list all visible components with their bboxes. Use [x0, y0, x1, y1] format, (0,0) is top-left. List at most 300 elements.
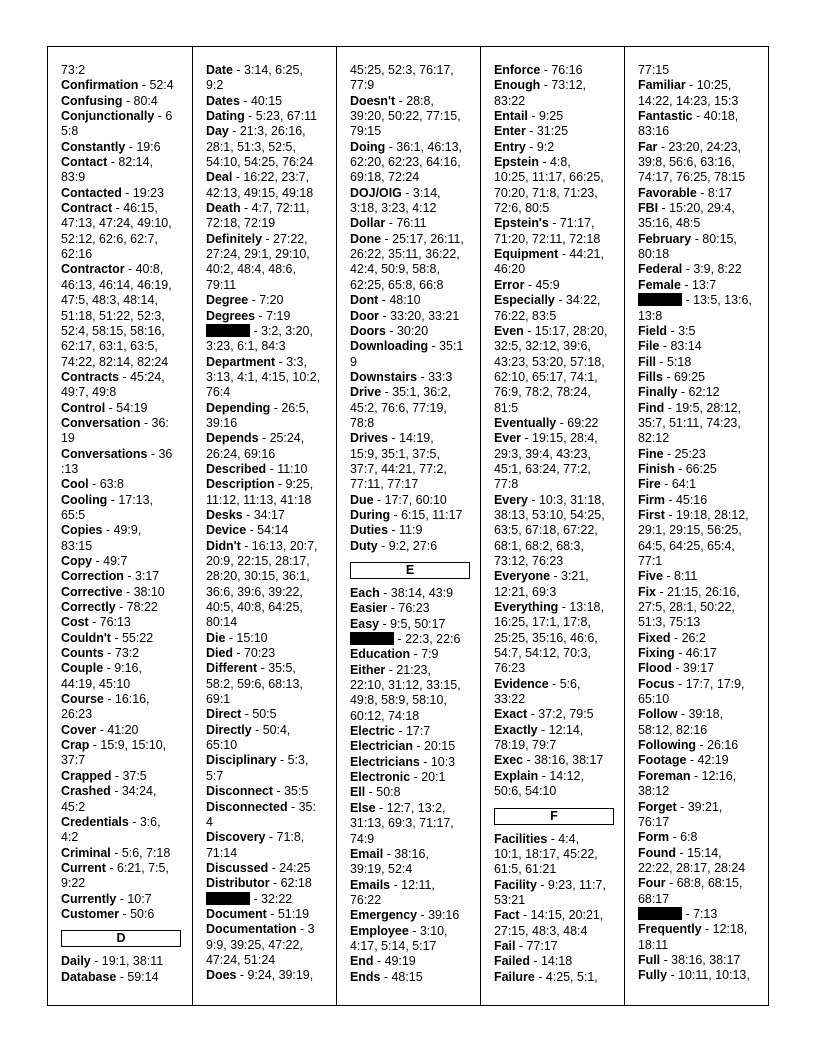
index-entry: Fire - 64:1	[638, 477, 697, 492]
page-line-references: 24:25	[279, 860, 311, 875]
index-term: File	[638, 339, 660, 354]
page-line-references: 15:10	[236, 630, 268, 645]
index-term: Description	[206, 477, 275, 492]
page-line-references: 11:10	[277, 461, 308, 476]
index-term: Counts	[61, 646, 104, 661]
index-term: Cooling	[61, 492, 108, 507]
index-term: Frequently	[638, 922, 702, 937]
page-line-references: 45:9	[535, 277, 560, 292]
index-term: Far	[638, 139, 658, 154]
page-line-references: 3:3, 3:13, 4:1, 4:15, 10:2, 76:4	[206, 354, 321, 400]
page-line-references: 38:16, 38:17	[534, 753, 604, 768]
index-entry: During - 6:15, 11:17	[350, 507, 463, 522]
page-line-references: 21:15, 26:16, 27:5, 28:1, 50:22, 51:3, 75:13	[638, 584, 740, 630]
index-term: FBI	[638, 201, 659, 216]
index-term: Dont	[350, 293, 379, 308]
index-entry: - 13:5, 13:6, 13:8	[638, 293, 752, 323]
index-term: Currently	[61, 891, 117, 906]
index-term: Downloading	[350, 339, 429, 354]
index-term: Everything	[494, 600, 559, 615]
index-term: Exec	[494, 753, 524, 768]
index-term: Directly	[206, 722, 252, 737]
index-term: Equipment	[494, 247, 559, 262]
index-entry: Criminal - 5:6, 7:18	[61, 845, 171, 860]
index-entry: Definitely - 27:22, 27:24, 29:1, 29:10, 40:2, 48:4, 48:6, 79:11	[206, 231, 310, 292]
page-line-references: 33:3	[428, 369, 453, 384]
page-line-references: 7:20	[259, 293, 284, 308]
page-line-references: 26:5, 39:16	[206, 400, 309, 430]
page-line-references: 41:20	[107, 722, 139, 737]
index-term: Copy	[61, 554, 93, 568]
index-entry: Follow - 39:18, 58:12, 82:16	[638, 707, 724, 737]
page-line-references: 42:19	[697, 753, 729, 768]
index-term: Fine	[638, 446, 664, 461]
index-term: Department	[206, 354, 276, 369]
index-term: Enter	[494, 124, 526, 139]
index-term: Familiar	[638, 78, 686, 93]
index-entry: - 3:2, 3:20, 3:23, 6:1, 84:3	[206, 323, 313, 354]
index-term: Email	[350, 846, 384, 861]
page-line-references: 71:8, 71:14	[206, 830, 305, 860]
page-line-references: 16:13, 20:7, 20:9, 22:15, 28:17, 28:20, 30:15, 36:1, 36:6, 39:6, 39:22, 40:5, 40:8, 64:25, 80:14	[206, 538, 318, 630]
page-line-references: 82:14, 83:9	[61, 155, 153, 185]
page-line-references: 34:24, 45:2	[61, 784, 157, 814]
index-term: Female	[638, 277, 681, 292]
page-line-references: 6:15, 11:17	[401, 507, 463, 522]
page-line-references: 7:19	[266, 308, 291, 323]
index-entry: Fixing - 46:17	[638, 646, 717, 661]
index-entry: Footage - 42:19	[638, 753, 729, 768]
index-term: Drive	[350, 385, 382, 400]
index-entry: Die - 15:10	[206, 630, 268, 645]
page-line-references: 3:21, 12:21, 69:3	[494, 569, 589, 599]
page-line-references: 59:14	[127, 969, 159, 984]
page-line-references: 73:2	[114, 646, 140, 661]
page-line-references: 76:16	[551, 63, 583, 77]
index-entry: Confusing - 80:4	[61, 93, 158, 108]
index-term: Especially	[494, 293, 555, 308]
page-line-references: 15:20, 29:4, 35:16, 48:5	[638, 201, 735, 231]
index-term: Due	[350, 492, 374, 507]
index-term: Death	[206, 201, 241, 216]
index-entry: Flood - 39:17	[638, 661, 715, 676]
index-entry: Familiar - 10:25, 14:22, 14:23, 15:3	[638, 78, 739, 108]
index-term: Ell	[350, 785, 366, 800]
page-line-references: 3 9:9, 39:25, 47:22, 47:24, 51:24	[206, 922, 315, 967]
index-entry: Died - 70:23	[206, 646, 276, 661]
index-entry: Constantly - 19:6	[61, 139, 161, 154]
page-line-references: 12:18, 18:11	[638, 922, 748, 952]
index-entry: Current - 6:21, 7:5, 9:22	[61, 860, 169, 891]
index-term: Couldn't	[61, 630, 111, 645]
index-term: Customer	[61, 906, 120, 921]
index-term: Emergency	[350, 908, 418, 923]
redaction-block	[350, 632, 394, 645]
page-line-references: 77:15	[638, 63, 670, 77]
index-term: Definitely	[206, 231, 262, 246]
page-line-references: 6 5:8	[61, 109, 173, 139]
index-entry: Dates - 40:15	[206, 93, 283, 108]
index-term: Doors	[350, 323, 386, 338]
index-entry: Doesn't - 28:8, 39:20, 50:22, 77:15, 79:15	[350, 93, 461, 139]
redaction-block	[206, 324, 250, 337]
page-line-references: 36 :13	[61, 446, 173, 476]
index-term: Epstein	[494, 155, 539, 170]
page-line-references: 52:4	[149, 78, 174, 93]
page-line-references: 78:22	[126, 600, 158, 615]
page-line-references: 17:7, 60:10	[384, 492, 447, 507]
index-term: Facility	[494, 877, 537, 892]
page-line-references: 20:1	[421, 770, 446, 785]
page-line-references: 38:10	[133, 584, 165, 599]
page-line-references: 4:4, 10:1, 18:17, 45:22, 61:5, 61:21	[494, 831, 598, 877]
index-term: Doing	[350, 139, 386, 154]
index-entry: Easier - 76:23	[350, 601, 430, 616]
index-entry: Foreman - 12:16, 38:12	[638, 768, 737, 799]
index-term: Conversations	[61, 446, 148, 461]
page-line-references: 13:5, 13:6, 13:8	[638, 293, 752, 323]
page-line-references: 55:22	[122, 630, 154, 645]
index-column-5	[624, 47, 768, 1005]
index-entry: Depending - 26:5, 39:16	[206, 400, 309, 430]
page-line-references: 76:13	[99, 615, 131, 630]
index-entry: Enforce - 76:16	[494, 63, 583, 77]
index-term: Couple	[61, 661, 104, 676]
page-line-references: 3:14, 6:25, 9:2	[206, 63, 303, 93]
page-line-references: 73:2	[61, 63, 86, 77]
index-entry: Emergency - 39:16	[350, 908, 460, 923]
index-entry: Entail - 9:25	[494, 109, 564, 124]
index-term: Fixing	[638, 646, 675, 661]
page-line-references: 68:8, 68:15, 68:17	[638, 876, 743, 906]
index-term: Fantastic	[638, 109, 693, 124]
index-term: Degrees	[206, 308, 256, 323]
index-entry: Exec - 38:16, 38:17	[494, 753, 604, 768]
index-entry: Forget - 39:21, 76:17	[638, 799, 723, 829]
page-line-references: 3:6, 4:2	[61, 814, 161, 845]
page-line-references: 45:16	[676, 492, 708, 507]
index-entry: Disconnect - 35:5	[206, 784, 309, 799]
page-line-references: 10:3	[430, 754, 456, 769]
index-entry: Directly - 50:4, 65:10	[206, 722, 291, 753]
index-term: Contractor	[61, 262, 125, 277]
index-term: Cover	[61, 722, 97, 737]
index-entry: Failure - 4:25, 5:1,	[494, 969, 598, 984]
index-term: Crap	[61, 738, 90, 753]
page-line-references: 14:12, 50:6, 54:10	[494, 768, 584, 799]
index-entry: Ends - 48:15	[350, 969, 423, 984]
index-term: Contract	[61, 201, 113, 216]
page-line-references: 38:14, 43:9	[390, 586, 454, 600]
index-term: Document	[206, 906, 267, 921]
index-term: Found	[638, 845, 676, 860]
page-line-references: 17:13, 65:5	[61, 492, 153, 522]
index-term: Database	[61, 969, 117, 984]
index-term: Desks	[206, 507, 243, 522]
index-entry: Contact - 82:14, 83:9	[61, 155, 153, 185]
index-entry: Either - 21:23, 22:10, 31:12, 33:15, 49:8, 58:9, 58:10, 60:12, 74:18	[350, 662, 461, 723]
index-entry: Frequently - 12:18, 18:11	[638, 922, 748, 952]
page-line-references: 4:7, 72:11, 72:18, 72:19	[206, 201, 310, 231]
index-term: Doesn't	[350, 93, 396, 108]
page-line-references: 14:19, 15:9, 35:1, 37:5, 37:7, 44:21, 77:2, 77:11, 77:17	[350, 431, 447, 492]
index-term: Fail	[494, 938, 516, 953]
index-term: Downstairs	[350, 369, 418, 384]
index-entry: Department - 3:3, 3:13, 4:1, 4:15, 10:2, 76:4	[206, 354, 321, 400]
index-term: Electrician	[350, 739, 413, 754]
page-line-references: 37:5	[122, 768, 147, 783]
index-entry: Enough - 73:12, 83:22	[494, 78, 586, 108]
index-entry: Ell - 50:8	[350, 785, 401, 800]
index-term: Education	[350, 647, 411, 662]
index-entry: Done - 25:17, 26:11, 26:22, 35:11, 36:22, 42:4, 50:9, 58:8, 62:25, 65:8, 66:8	[350, 231, 464, 292]
index-term: Crashed	[61, 784, 111, 799]
index-term: Dates	[206, 93, 240, 108]
index-term: Failed	[494, 954, 530, 969]
index-entry: Fix - 21:15, 26:16, 27:5, 28:1, 50:22, 51:3, 75:13	[638, 584, 740, 630]
page-line-references: 76:23	[398, 601, 430, 616]
index-entry: FBI - 15:20, 29:4, 35:16, 48:5	[638, 201, 735, 231]
index-entry: Deal - 16:22, 23:7, 42:13, 49:15, 49:18	[206, 170, 314, 200]
index-entry: Doors - 30:20	[350, 323, 429, 338]
page-line-references: 19:1, 38:11	[101, 954, 164, 969]
index-term: During	[350, 507, 391, 522]
index-entry: Day - 21:3, 26:16, 28:1, 51:3, 52:5, 54:10, 54:25, 76:24	[206, 124, 314, 170]
page-line-references: 70:23	[244, 646, 276, 661]
page-line-references: 19:6	[136, 139, 161, 154]
page-line-references: 10:11, 10:13,	[678, 968, 750, 983]
index-entry: Dating - 5:23, 67:11	[206, 109, 318, 124]
page-line-references: 66:25	[685, 461, 717, 476]
index-entry: Enter - 31:25	[494, 124, 568, 139]
index-entry: Full - 38:16, 38:17	[638, 952, 741, 967]
page-line-references: 39:17	[682, 661, 715, 676]
index-term: Course	[61, 692, 104, 707]
page-line-references: 30:20	[397, 323, 429, 338]
index-entry: Electrician - 20:15	[350, 739, 456, 754]
index-entry: Documentation - 3 9:9, 39:25, 47:22, 47:24, 51:24	[206, 922, 315, 967]
page-line-references: 6:8	[680, 830, 698, 845]
index-entry: Document - 51:19	[206, 906, 309, 921]
index-term: Eventually	[494, 415, 557, 430]
page-line-references: 39:16	[428, 908, 460, 923]
index-term: Fire	[638, 477, 661, 492]
index-entry: Electronic - 20:1	[350, 770, 446, 785]
index-term: Either	[350, 662, 386, 677]
index-entry: Control - 54:19	[61, 400, 148, 415]
page-line-references: 80:15, 80:18	[638, 231, 737, 262]
page-line-references: 36: 19	[61, 415, 169, 446]
index-entry	[61, 63, 192, 78]
index-entry: Date - 3:14, 6:25, 9:2	[206, 63, 303, 93]
index-term: Entail	[494, 109, 528, 124]
index-column-3	[336, 47, 480, 1005]
index-term: Device	[206, 523, 247, 538]
index-column-1	[48, 47, 192, 1005]
index-term: Easy	[350, 616, 380, 631]
index-page	[47, 46, 769, 1006]
index-entry: Federal - 3:9, 8:22	[638, 262, 742, 277]
page-line-references: 9:25, 11:12, 11:13, 41:18	[206, 477, 314, 507]
index-entry: Discovery - 71:8, 71:14	[206, 830, 305, 860]
page-line-references: 36:1, 46:13, 62:20, 62:23, 64:16, 69:18, 72:24	[350, 139, 462, 185]
index-term: Easier	[350, 601, 388, 616]
page-line-references: 21:23, 22:10, 31:12, 33:15, 49:8, 58:9, 58:10, 60:12, 74:18	[350, 662, 461, 723]
page-line-references: 16:22, 23:7, 42:13, 49:15, 49:18	[206, 170, 314, 200]
index-entry: Exact - 37:2, 79:5	[494, 707, 594, 722]
index-entry: Degrees - 7:19	[206, 308, 291, 323]
index-term: Fact	[494, 908, 520, 923]
index-entry: Cool - 63:8	[61, 477, 124, 492]
page-line-references: 8:17	[707, 185, 733, 200]
index-entry: - 32:22	[206, 892, 336, 907]
index-entry: Desks - 34:17	[206, 507, 285, 522]
page-line-references: 76:11	[396, 216, 427, 231]
page-line-references: 50:8	[376, 785, 401, 800]
index-entry: Equipment - 44:21, 46:20	[494, 247, 604, 277]
index-entry: Fantastic - 40:18, 83:16	[638, 109, 739, 139]
page-line-references: 54:14	[257, 523, 289, 538]
index-term: Finish	[638, 461, 675, 476]
index-entry: Conversation - 36: 19	[61, 415, 169, 446]
page-line-references: 15:9, 15:10, 37:7	[61, 738, 167, 768]
index-entry: Downstairs - 33:3	[350, 369, 453, 384]
index-entry: Especially - 34:22, 76:22, 83:5	[494, 293, 601, 323]
index-entry: Doing - 36:1, 46:13, 62:20, 62:23, 64:16, 69:18, 72:24	[350, 139, 462, 185]
page-line-references: 5:3, 5:7	[206, 753, 309, 783]
page-line-references: 63:8	[99, 477, 124, 492]
index-entry: Copies - 49:9, 83:15	[61, 523, 142, 553]
page-line-references: 83:14	[670, 339, 702, 354]
index-entry: Drives - 14:19, 15:9, 35:1, 37:5, 37:7, 44:21, 77:2, 77:11, 77:17	[350, 431, 447, 492]
index-entry: Counts - 73:2	[61, 646, 140, 661]
index-term: Enforce	[494, 63, 541, 77]
index-term: Corrective	[61, 584, 123, 599]
page-line-references: 40:15	[250, 93, 283, 108]
index-entry: Discussed - 24:25	[206, 860, 311, 875]
index-entry: Contract - 46:15, 47:13, 47:24, 49:10, 52:12, 62:6, 62:7, 62:16	[61, 201, 172, 262]
page-line-references: 9:2, 27:6	[388, 538, 438, 553]
index-term: Even	[494, 323, 524, 338]
index-entry: Fixed - 26:2	[638, 630, 706, 645]
redaction-block	[638, 293, 682, 306]
index-entry: Duty - 9:2, 27:6	[350, 538, 438, 553]
index-entry: Evidence - 5:6, 33:22	[494, 676, 581, 707]
index-entry: Contacted - 19:23	[61, 185, 164, 200]
page-line-references: 35:5	[284, 784, 309, 799]
index-entry: Email - 38:16, 39:19, 52:4	[350, 846, 429, 877]
letter-section-header: E	[350, 562, 470, 579]
page-line-references: 5:6, 7:18	[121, 845, 171, 860]
index-term: Failure	[494, 969, 535, 984]
index-term: Four	[638, 876, 666, 891]
index-term: Ends	[350, 969, 381, 984]
index-term: Conversation	[61, 415, 141, 430]
redaction-block	[638, 907, 682, 920]
index-term: Contracts	[61, 369, 120, 384]
index-entry: Entry - 9:2	[494, 139, 555, 154]
index-term: Firm	[638, 492, 665, 507]
page-line-references: 10:7	[127, 891, 152, 906]
index-term: Does	[206, 968, 237, 983]
page-line-references: 25:23	[674, 446, 706, 461]
index-entry: Everything - 13:18, 16:25, 17:1, 17:8, 25:25, 35:16, 46:6, 54:7, 54:12, 70:3, 76:23	[494, 600, 604, 676]
page-line-references: 32:22	[261, 891, 293, 906]
index-term: Distributor	[206, 876, 270, 891]
index-term: Confirmation	[61, 78, 139, 93]
index-term: Daily	[61, 954, 91, 969]
index-entry: First - 19:18, 28:12, 29:1, 29:15, 56:25, 64:5, 64:25, 65:4, 77:1	[638, 507, 749, 568]
page-line-references: 50:4, 65:10	[206, 722, 291, 753]
index-term: Electricians	[350, 754, 420, 769]
page-line-references: 33:20, 33:21	[390, 308, 460, 323]
index-entry: Due - 17:7, 60:10	[350, 492, 447, 507]
index-entry: Crapped - 37:5	[61, 768, 147, 783]
index-term: Electronic	[350, 770, 411, 785]
index-term: Full	[638, 952, 661, 967]
index-term: Deal	[206, 170, 233, 185]
index-entry: Find - 19:5, 28:12, 35:7, 51:11, 74:23, 82:12	[638, 400, 742, 446]
index-entry: Drive - 35:1, 36:2, 45:2, 76:6, 77:19, 78:8	[350, 385, 451, 430]
page-line-references: 10:25, 14:22, 14:23, 15:3	[638, 78, 739, 108]
page-line-references: 19:18, 28:12, 29:1, 29:15, 56:25, 64:5, 64:25, 65:4, 77:1	[638, 507, 749, 568]
index-entry: Device - 54:14	[206, 523, 289, 538]
index-entry: Employee - 3:10, 4:17, 5:14, 5:17	[350, 923, 448, 953]
index-entry	[350, 63, 480, 94]
page-line-references: 50:5	[252, 707, 277, 722]
index-term: Fully	[638, 968, 668, 983]
index-term: Cost	[61, 615, 89, 630]
index-entry: Electric - 17:7	[350, 724, 431, 739]
index-entry: Contracts - 45:24, 49:7, 49:8	[61, 369, 165, 400]
page-line-references: 35:1, 36:2, 45:2, 76:6, 77:19, 78:8	[350, 385, 451, 430]
page-line-references: 40:18, 83:16	[638, 109, 739, 139]
page-line-references: 38:16, 38:17	[671, 952, 741, 967]
index-entry: File - 83:14	[638, 339, 702, 354]
index-term: Epstein's	[494, 216, 549, 231]
index-term: Exactly	[494, 722, 538, 737]
page-line-references: 17:7, 17:9, 65:10	[638, 676, 745, 707]
index-entry: Degree - 7:20	[206, 293, 284, 308]
page-line-references: 6:21, 7:5, 9:22	[61, 860, 169, 891]
index-entry: Exactly - 12:14, 78:19, 79:7	[494, 722, 584, 753]
index-term: Date	[206, 63, 233, 77]
index-entry: Focus - 17:7, 17:9, 65:10	[638, 676, 745, 707]
index-entry: Five - 8:11	[638, 569, 698, 584]
page-line-references: 77:17	[526, 938, 558, 953]
index-term: Flood	[638, 661, 672, 676]
index-term: Fix	[638, 584, 656, 599]
index-term: Everyone	[494, 569, 550, 584]
index-entry: Emails - 12:11, 76:22	[350, 877, 435, 907]
index-entry: Epstein's - 71:17, 71:20, 72:11, 72:18	[494, 216, 601, 246]
page-line-references: 46:17	[685, 646, 717, 661]
index-entry: Each - 38:14, 43:9	[350, 586, 454, 600]
index-entry: DOJ/OIG - 3:14, 3:18, 3:23, 4:12	[350, 185, 441, 216]
index-term: Done	[350, 231, 382, 246]
page-line-references: 19:15, 28:4, 29:3, 39:4, 43:23, 45:1, 63:24, 77:2, 77:8	[494, 431, 598, 492]
index-entry: Dollar - 76:11	[350, 216, 427, 231]
page-line-references: 35:1 9	[350, 339, 464, 369]
index-term: Correction	[61, 569, 124, 584]
page-line-references: 38:16, 39:19, 52:4	[350, 846, 429, 877]
index-entry: Field - 3:5	[638, 323, 696, 338]
index-term: Depends	[206, 431, 259, 446]
index-entry: Contractor - 40:8, 46:13, 46:14, 46:19, 47:5, 48:3, 48:14, 51:18, 51:22, 52:3, 52:4, 58:15, 58:16, 62:17, 63:1, 63:5, 74:22, 82:14, 82:24	[61, 262, 172, 369]
index-term: Field	[638, 323, 668, 338]
index-entry: Everyone - 3:21, 12:21, 69:3	[494, 569, 589, 599]
page-line-references: 19:23	[132, 185, 164, 200]
